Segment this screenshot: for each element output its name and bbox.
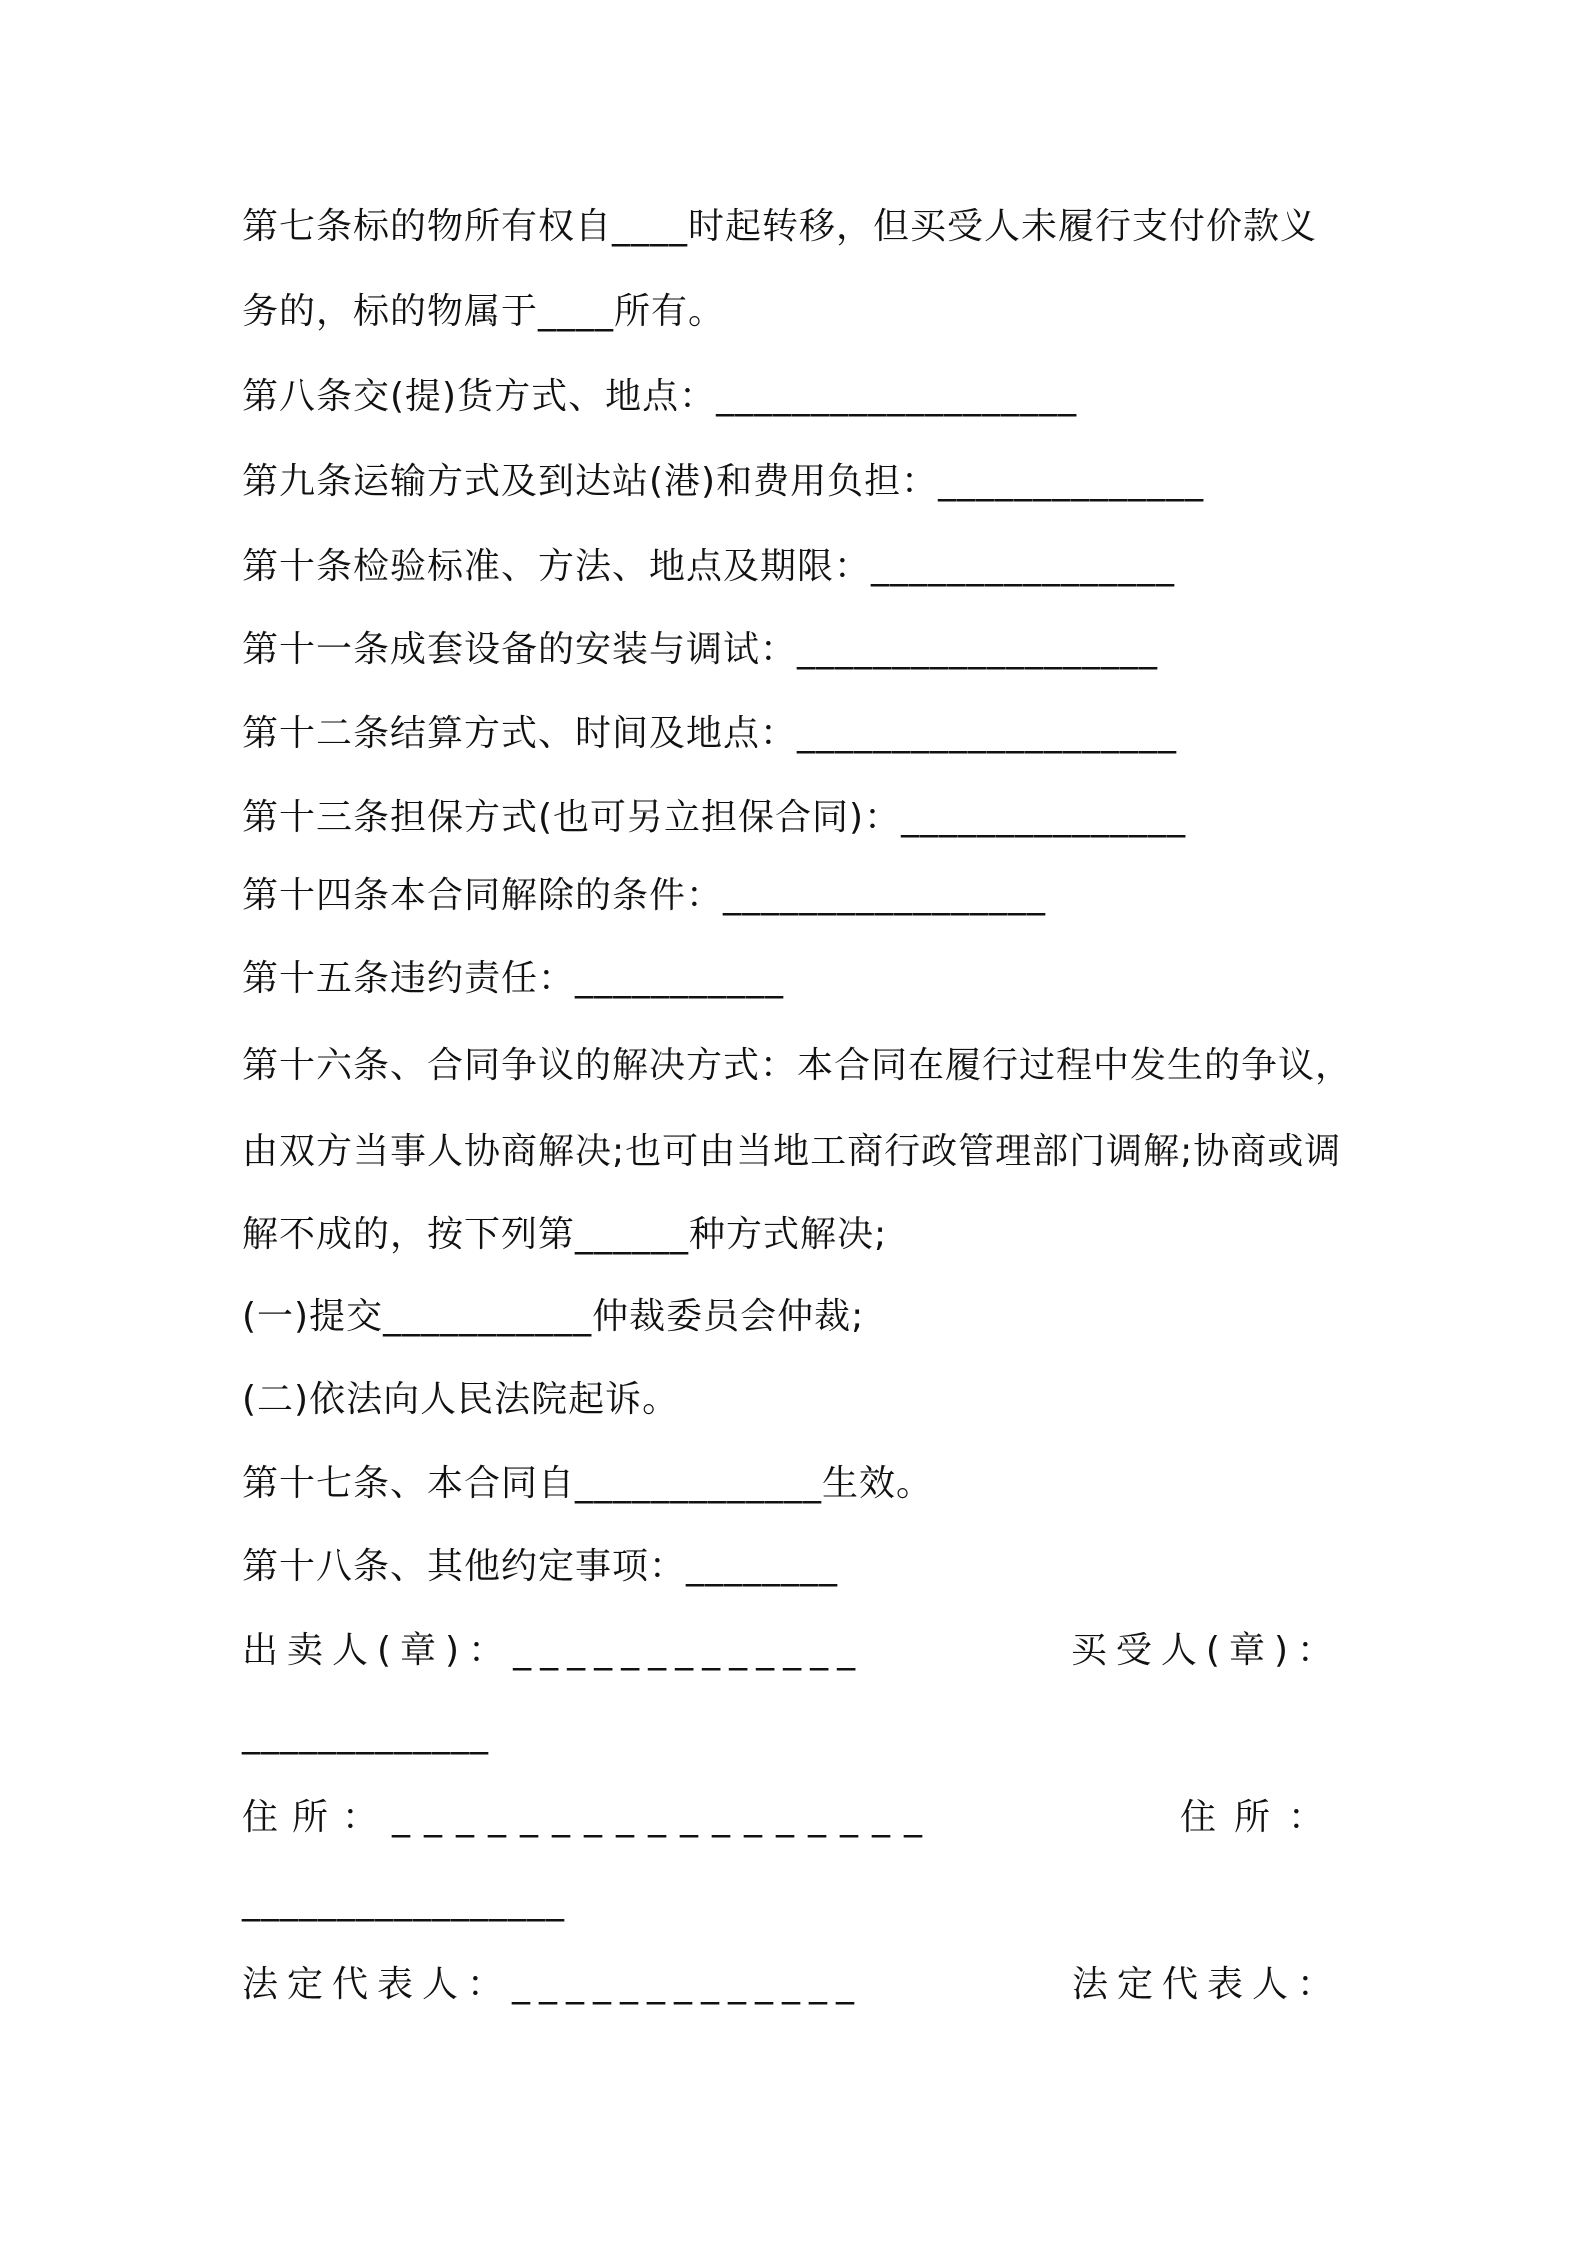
- clause-7-line-1: 第七条标的物所有权自____时起转移，但买受人未履行支付价款义: [242, 206, 1318, 247]
- clause-15: 第十五条违约责任：___________: [242, 958, 785, 999]
- buyer-address-blank: _________________: [242, 1881, 565, 1922]
- clause-8: 第八条交(提)货方式、地点：___________________: [242, 376, 1078, 417]
- clause-16-option-1: (一)提交___________仲裁委员会仲裁;: [242, 1296, 865, 1337]
- clause-13: 第十三条担保方式(也可另立担保合同)：_______________: [242, 797, 1187, 838]
- clause-16-line-3: 解不成的，按下列第______种方式解决;: [242, 1214, 888, 1255]
- clause-7-line-2: 务的，标的物属于____所有。: [242, 291, 726, 332]
- buyer-seal-blank: _____________: [242, 1714, 489, 1755]
- clause-12: 第十二条结算方式、时间及地点：____________________: [242, 713, 1178, 754]
- clause-18: 第十八条、其他约定事项：________: [242, 1546, 839, 1587]
- buyer-seal-label: 买受人(章)：: [1070, 1630, 1342, 1671]
- buyer-rep-label: 法定代表人：: [1071, 1964, 1342, 2005]
- clause-9: 第九条运输方式及到达站(港)和费用负担：______________: [242, 461, 1205, 502]
- clause-14: 第十四条本合同解除的条件：_________________: [242, 875, 1047, 916]
- clause-16-line-2: 由双方当事人协商解决;也可由当地工商行政管理部门调解;协商或调: [242, 1131, 1342, 1172]
- clause-10: 第十条检验标准、方法、地点及期限：________________: [242, 546, 1176, 587]
- seller-rep-field: 法定代表人：_____________: [242, 1964, 864, 2005]
- clause-11: 第十一条成套设备的安装与调试：___________________: [242, 629, 1159, 670]
- clause-17: 第十七条、本合同自_____________生效。: [242, 1463, 934, 1504]
- seller-address-field: 住所：_________________: [242, 1797, 937, 1838]
- clause-16-option-2: (二)依法向人民法院起诉。: [242, 1379, 680, 1420]
- buyer-address-label: 住所：: [1179, 1797, 1342, 1838]
- seller-seal-field: 出卖人(章)：_____________: [242, 1630, 865, 1671]
- clause-16-line-1: 第十六条、合同争议的解决方式：本合同在履行过程中发生的争议，: [242, 1045, 1353, 1086]
